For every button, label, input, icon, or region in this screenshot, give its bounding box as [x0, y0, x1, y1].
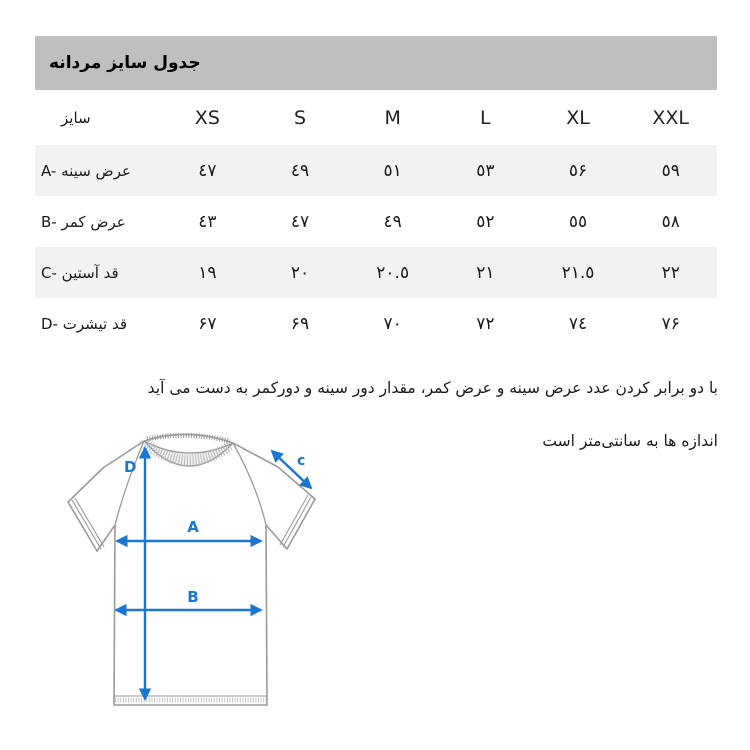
- label-b: B: [187, 588, 199, 606]
- cell-value: ۶٩: [290, 313, 310, 334]
- cell-value: ٧٢: [476, 313, 495, 334]
- cell-value: ٢١: [476, 262, 495, 283]
- table-title-bar: [35, 36, 717, 90]
- tshirt-outline: [68, 434, 315, 705]
- cell-value: ٥۶: [568, 160, 588, 181]
- size-column-header: سایز: [61, 108, 91, 127]
- row-label: A- عرض سینه: [41, 161, 131, 180]
- size-header-xxl: XXL: [652, 106, 689, 129]
- cell-value: ٤٧: [290, 211, 310, 232]
- size-header-s: S: [293, 106, 307, 129]
- table-title: جدول سایز مردانه: [49, 53, 201, 73]
- cell-value: ٢٠: [290, 262, 310, 283]
- note-units-text: اندازه ها به سانتی‌متر است: [542, 432, 718, 450]
- label-d: D: [124, 458, 137, 476]
- size-header-xs: XS: [194, 106, 220, 129]
- label-c: c: [297, 453, 306, 469]
- cell-value: ٥٢: [476, 211, 495, 232]
- row-label: D- قد تیشرت: [41, 314, 128, 333]
- size-header-m: M: [384, 106, 401, 129]
- row-label: B- عرض کمر: [41, 212, 126, 231]
- cell-value: ٧٠: [383, 313, 402, 334]
- size-table: [35, 90, 717, 349]
- cell-value: ٢٢: [661, 262, 680, 283]
- cell-value: ٢١.٥: [561, 262, 595, 283]
- cell-value: ٤٧: [198, 160, 217, 181]
- cell-value: ٤٩: [383, 211, 402, 232]
- cell-value: ٤٩: [290, 160, 310, 181]
- label-a: A: [187, 518, 199, 536]
- table-row-chest-width: [35, 145, 717, 196]
- cell-value: ٧۶: [661, 313, 680, 334]
- table-row-sleeve-length: [35, 247, 717, 298]
- cell-value: ١٩: [198, 262, 217, 283]
- size-header-l: L: [480, 106, 491, 129]
- cell-value: ٧٤: [568, 313, 588, 334]
- cell-value: ٥٣: [476, 160, 495, 181]
- row-label: C- قد آستین: [41, 263, 119, 282]
- cell-value: ٥٩: [661, 160, 680, 181]
- cell-value: ٥٨: [661, 211, 680, 232]
- cell-value: ٥٥: [568, 211, 588, 232]
- tshirt-measurement-diagram: [45, 418, 345, 718]
- table-row-waist-width: [35, 196, 717, 247]
- cell-value: ٢٠.٥: [376, 262, 410, 283]
- table-row-shirt-length: [35, 298, 717, 349]
- size-header-xl: XL: [566, 106, 590, 129]
- cell-value: ۶٧: [198, 313, 217, 334]
- note-doubling-text: با دو برابر کردن عدد عرض سینه و عرض کمر، مقدار دور سینه و دورکمر به دست می آید: [147, 379, 718, 397]
- size-header-row: [35, 90, 717, 145]
- cell-value: ٤٣: [198, 211, 217, 232]
- cell-value: ٥١: [383, 160, 402, 181]
